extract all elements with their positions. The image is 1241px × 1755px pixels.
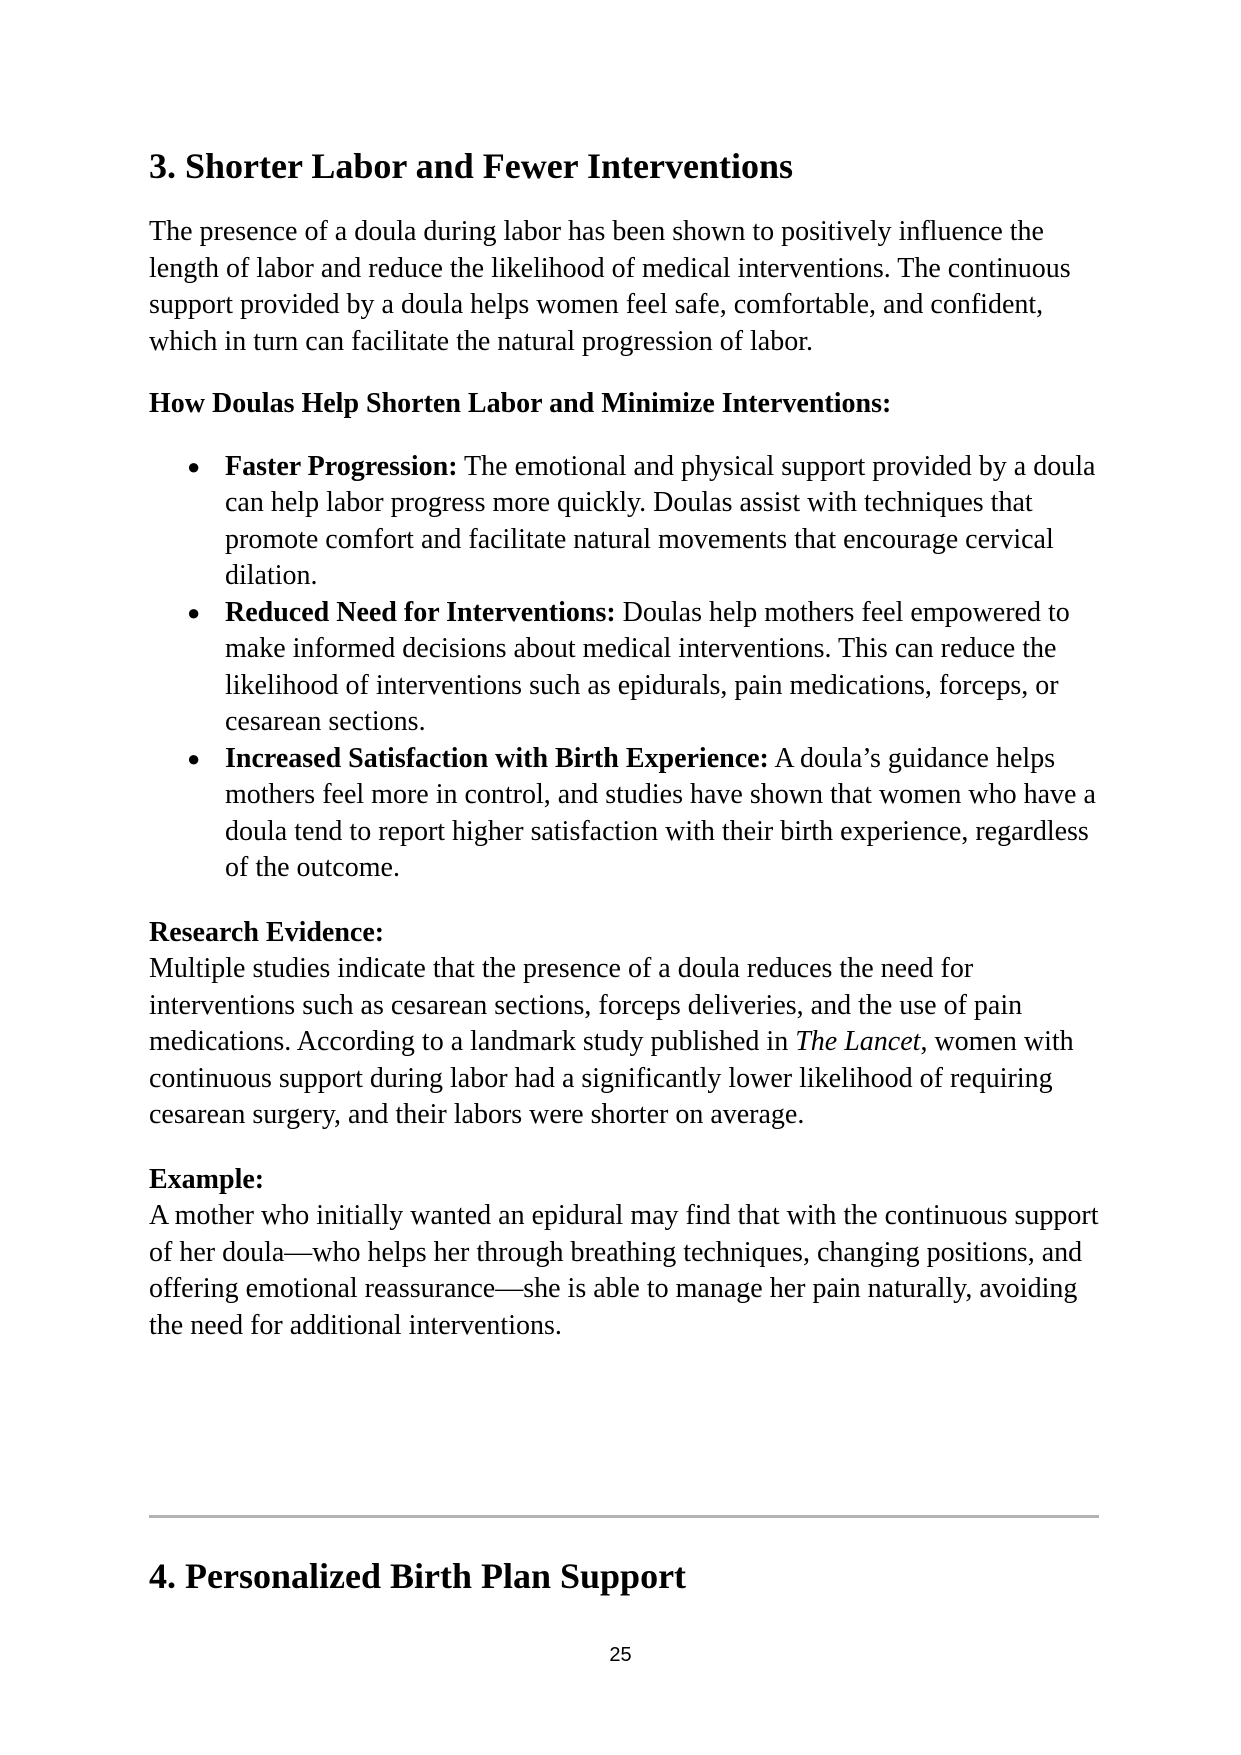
- list-item: [149, 449, 1099, 595]
- bullet-icon: ●: [187, 599, 201, 625]
- list-item-title: Faster Progression:: [225, 450, 458, 482]
- research-evidence-heading: Research Evidence:: [149, 916, 385, 948]
- list-item-text: The emotional and physical support provided by a doula can help labor progress more quickly. Doulas assist with techniques that promote comfort and facilitate natural movements that encourage cervical dilation.: [225, 450, 1096, 591]
- example-block: [149, 1162, 1099, 1345]
- section-divider: [149, 1515, 1099, 1518]
- list-item: [149, 595, 1099, 741]
- section-3-intro-paragraph: The presence of a doula during labor has been shown to positively influence the length of labor and reduce the likelihood of medical interventions. The continuous support provided by a doula helps women feel safe, comfortable, and confident, which in turn can facilitate the natural progression of labor.: [149, 216, 1071, 357]
- bullet-icon: ●: [187, 745, 201, 771]
- bullet-icon: ●: [187, 453, 201, 479]
- example-paragraph: A mother who initially wanted an epidural may find that with the continuous support of her doula—who helps her through breathing techniques, changing positions, and offering emotional reassurance—she is able to manage her pain naturally, avoiding the need for additional interventions.: [149, 1200, 1099, 1341]
- section-3: [149, 144, 1099, 1344]
- list-item-text: Doulas help mothers feel empowered to make informed decisions about medical interventions. This can reduce the likelihood of interventions such as epidurals, pain medications, forceps, or cesarean sections.: [225, 596, 1070, 737]
- section-3-heading: 3. Shorter Labor and Fewer Interventions: [149, 146, 793, 186]
- research-evidence-block: [149, 915, 1099, 1134]
- list-item: [149, 741, 1099, 887]
- list-item-title: Increased Satisfaction with Birth Experience:: [225, 742, 769, 774]
- section-4: [149, 1554, 686, 1598]
- list-item-title: Reduced Need for Interventions:: [225, 596, 616, 628]
- journal-title: The Lancet: [795, 1026, 921, 1057]
- benefits-list: [149, 449, 1099, 887]
- list-item-text: A doula’s guidance helps mothers feel more in control, and studies have shown that women who have a doula tend to report higher satisfaction with their birth experience, regardless of the outcome.: [225, 742, 1096, 883]
- page-number: 25: [609, 1644, 632, 1666]
- how-doulas-help-subheading: How Doulas Help Shorten Labor and Minimize Interventions:: [149, 388, 892, 419]
- research-evidence-paragraph: [149, 951, 1099, 1134]
- section-4-heading: 4. Personalized Birth Plan Support: [149, 1556, 687, 1596]
- example-heading: Example:: [149, 1163, 265, 1195]
- research-text-before: Multiple studies indicate that the presence of a doula reduces the need for interventions such as cesarean sections, forceps deliveries, and the use of pain medications. According to a landmark study published in: [149, 953, 1023, 1057]
- research-text-after: , women with continuous support during labor had a significantly lower likelihood of requiring cesarean surgery, and their labors were shorter on average.: [149, 1026, 1074, 1130]
